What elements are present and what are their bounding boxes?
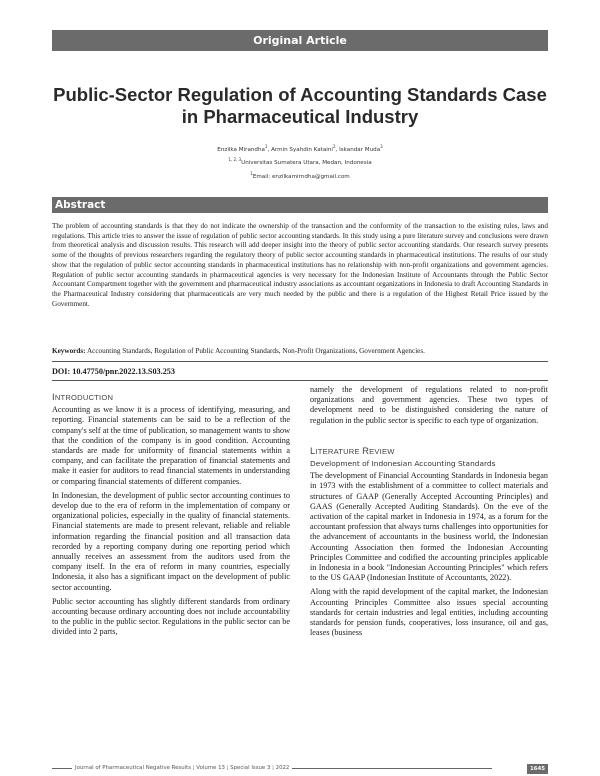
author-3-sup: 3 <box>380 144 383 149</box>
keywords-label: Keywords: <box>52 347 86 355</box>
lit-heading-rest-1: ITERATURE <box>315 446 363 456</box>
email-text[interactable]: Email: enzilkamirndha@gmail.com <box>252 173 350 180</box>
author-3: Iskandar Muda <box>339 146 381 153</box>
divider-bottom <box>52 380 548 381</box>
intro-paragraph-3: Public sector accounting has slightly different standards from ordinary accounting because ordinary accounting does not include accountability to the public in the public sector. Regulations in the public sector can be divided into 2 parts, <box>52 596 290 637</box>
title-line-2: in Pharmaceutical Industry <box>181 106 419 127</box>
lit-paragraph-2: Along with the rapid development of the capital market, the Indonesian Accounting Principles Committee also issues special accounting standards for certain industries and legal entities, including accounting standards for pension funds, cooperatives, loss insurance, oil and gas, leases (business <box>310 587 548 638</box>
affiliation <box>52 155 548 168</box>
subsection-heading: Development of Indonesian Accounting Standards <box>310 459 496 469</box>
literature-review-heading <box>310 446 548 457</box>
intro-heading <box>52 392 290 403</box>
intro-heading-rest: NTRODUCTION <box>54 393 114 402</box>
author-2-sup: 2 <box>332 144 336 149</box>
right-column <box>310 385 548 642</box>
lit-heading-initial-2: R <box>362 445 370 457</box>
page-number: 1645 <box>527 764 548 774</box>
author-1: Enzilka Mirandha <box>217 146 265 153</box>
email-sup: 1 <box>250 170 253 176</box>
intro-paragraph-1: Accounting as we know it is a process of identifying, measuring, and reporting. Financial statements can be said to be a reflection of the company's self at the time of publication, so management wants to show that the condition of the company is in good condition. Accounting standards are made for uniformity of financial statements within a company, and can facilitate the preparation of financial statements and make it easier for auditors to read financial statements in understanding or comparing financial statements of different companies. <box>52 405 290 486</box>
lit-heading-initial-1: L <box>310 445 316 457</box>
keywords <box>52 347 548 357</box>
author-list: Enzilka Mirandha$^1$, Armin Syahdin Kataini$^2$, Iskandar Muda$^3$ <box>217 144 383 153</box>
doi[interactable]: DOI: 10.47750/pnr.2022.13.S03.253 <box>52 367 175 376</box>
keywords-text: Accounting Standards, Regulation of Public Accounting Standards, Non-Profit Organizations, Government Agencies. <box>86 347 425 355</box>
affiliation-sup: 1, 2, 3 <box>228 157 242 163</box>
lit-paragraph-1: The development of Financial Accounting Standards in Indonesia began in 1973 with the establishment of a committee to collect materials and structures of GAAP (Generally Accepted Accounting Principles) and GAAS (Generally Accepted Auditing Standards). On the eve of the activation of the capital market in Indonesia in 1974, as a forum for the accountant profession that always turns challenges into opportunities for the advancement of accountants in the business world, the Indonesian Accounting Association then formed the Indonesian Accounting Principles Committee and codified the accounting principles applicable in Indonesia in a book "Indonesian Accounting Principles" which refers to the US GAAP (Indonesian Institute of Accountants, 2022). <box>310 471 548 583</box>
abstract-body: The problem of accounting standards is that they do not indicate the ownership of the transaction and the conformity of the transaction to the existing rules, laws and regulations. This article tries to answer the issue of regulation of public sector accounting standards. In this study using a pure literature survey and conclusions were drawn from theoretical analysis and discussion results. This research will add deeper insight into the theory of public sector accounting standards. Our research survey presents some of the thoughts of previous researchers regarding the regulatory theory of public sector accounting standards in pharmaceutical institutions. The results of our study show that the regulation of public sector accounting standards in pharmaceutical institutions has no relationship with non-profit organizations and government agencies. Regulation of public sector accounting standards in pharmaceutical agencies is very necessary for the Indonesian Institute of Accountants through the Public Sector Accountant Compartment together with the government and pharmaceutical industry associations as accountant organizations in Indonesia to draft Accounting Standards in the Pharmaceutical Industry considering that pharmaceuticals are very much needed by the public and there is a regulation of the Highest Retail Price issued by the Government. <box>52 222 548 308</box>
author-block <box>52 142 548 182</box>
left-column <box>52 392 290 642</box>
divider-top <box>52 361 548 362</box>
author-1-sup: 1 <box>264 144 268 149</box>
intro-heading-initial: I <box>52 392 55 403</box>
title-line-1: Public-Sector Regulation of Accounting Standards Case <box>53 84 547 105</box>
email-line <box>52 169 548 182</box>
author-2: Armin Syahdin Kataini <box>271 146 333 153</box>
affiliation-text: Universitas Sumatera Utara, Medan, Indonesia <box>241 160 372 167</box>
paper-title <box>52 84 548 128</box>
abstract-heading: Abstract <box>52 197 548 213</box>
intro-paragraph-2: In Indonesian, the development of public sector accounting continues to develop due to the era of reform in the implementation of company or organizational policies, especially in the quality of financial statements. Financial statements are made to present relevant, reliable and reliable information regarding the financial position and all transaction data recorded by a reporting company during one reporting period which annually receives an assessment from the auditors used from the company itself. In the era of reform in many countries, especially Indonesia, it also has a significant impact on the development of public sector accounting. <box>52 490 290 592</box>
footer-journal-info: Journal of Pharmaceutical Negative Results ¦ Volume 13 ¦ Special Issue 3 ¦ 2022 <box>72 765 292 772</box>
article-type-banner: Original Article <box>52 30 548 51</box>
intro-paragraph-continued: namely the development of regulations related to non-profit organizations and government agencies. These two types of development need to be distinguished considering the nature of regulation in the public sector is specific to each type of organization. <box>310 385 548 425</box>
lit-heading-rest-2: EVIEW <box>369 446 395 456</box>
